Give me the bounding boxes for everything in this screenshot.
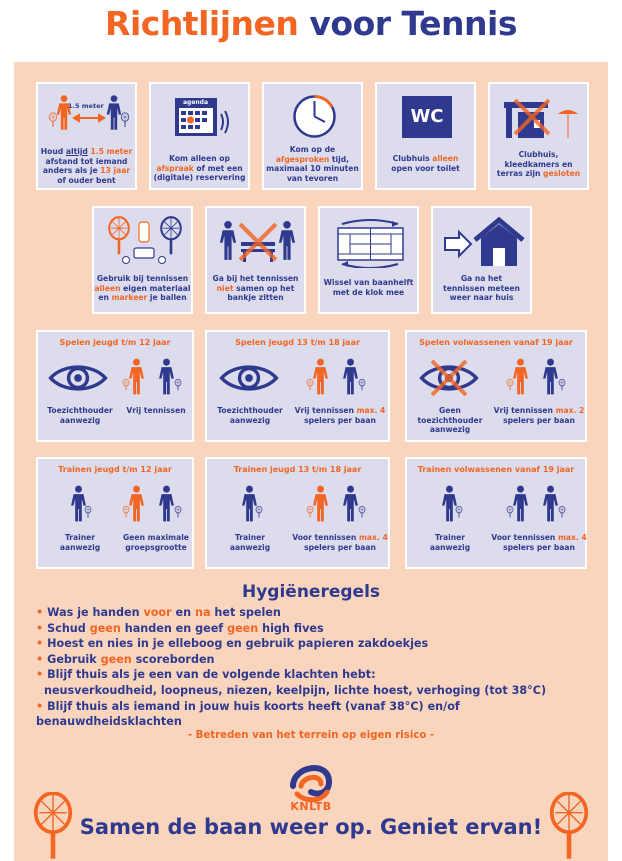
players-icon	[122, 356, 186, 400]
play-left-caption: Geen toezichthouder aanwezig	[417, 406, 483, 434]
clock-icon	[287, 89, 342, 144]
train-section-adults: Trainen volwassenen vanaf 19 jaar Trainer aanwezig Voor tennissen max. 4 spelers per baan	[405, 457, 587, 569]
hygiene-item: • Was je handen voor en na het spelen	[36, 606, 281, 619]
play-section-adults: Spelen volwassenen vanaf 19 jaar Geen toezichthouder aanwezig Vrij tennissen max. 2 spelers per baan	[405, 330, 587, 442]
rule-card-distance	[36, 82, 137, 190]
court-rotation-icon	[328, 218, 413, 268]
train-left-caption: Trainer aanwezig	[59, 533, 101, 552]
trainer-icon	[235, 483, 267, 527]
rule-caption-appointment: Kom alleen op afspraak of met een (digitale) reservering	[153, 154, 246, 182]
distance-label: 1.5 meter	[68, 102, 104, 110]
players-icon	[503, 356, 573, 400]
play-left-caption: Toezichthouder aanwezig	[217, 406, 283, 425]
play-section-youth-13-18: Spelen jeugd 13 t/m 18 jaar Toezichthouder aanwezig Vrij tennissen max. 4 spelers per baan	[205, 330, 390, 442]
play-section-youth-12: Spelen jeugd t/m 12 jaar Toezichthouder aanwezig Vrij tennissen	[36, 330, 194, 442]
hygiene-item: • Schud geen handen en geef geen high fives	[36, 621, 324, 635]
rule-card-toilet	[375, 82, 476, 190]
page-title: Richtlijnen voor Tennis	[105, 4, 517, 43]
rule-caption-distance: Houd altijd 1.5 meter afstand tot iemand anders als je 13 jaar of ouder bent	[40, 147, 133, 185]
train-right-caption: Geen maximale groepsgrootte	[123, 533, 189, 552]
calendar-label: agenda	[183, 99, 209, 106]
hygiene-item: • Blijf thuis als iemand in jouw huis koorts heeft (vanaf 38°C) en/of benauwdheidsklachten	[36, 699, 460, 729]
train-section-youth-13-18: Trainen jeugd 13 t/m 18 jaar Trainer aanwezig Voor tennissen max. 4 spelers per baan	[205, 457, 390, 569]
trainer-icon	[64, 483, 96, 527]
play-right-caption: Vrij tennissen	[126, 406, 186, 415]
equipment-icon	[104, 214, 186, 266]
rule-caption-toilet: Clubhuis alleen open voor toilet	[391, 154, 460, 173]
rule-card-bench	[205, 206, 306, 314]
rule-caption-equipment: Gebruik bij tennissen alleen eigen materiaal en markeer je ballen	[94, 274, 191, 302]
play-left-caption: Toezichthouder aanwezig	[47, 406, 113, 425]
rule-caption-on-time: Kom op de afgesproken tijd, maximaal 10 minuten van tevoren	[266, 145, 359, 183]
eye-icon	[48, 360, 108, 396]
play-right-caption: Vrij tennissen max. 2 spelers per baan	[493, 406, 585, 425]
hygiene-item-continued: neusverkoudheid, loopneus, niezen, keelpijn, lichte hoest, verhoging (tot 38°C)	[44, 683, 547, 697]
rule-card-appointment	[149, 82, 250, 190]
rule-caption-bench: Ga bij het tennissen niet samen op het bankje zitten	[212, 274, 299, 302]
train-left-caption: Trainer aanwezig	[229, 533, 271, 552]
hygiene-list	[36, 605, 606, 730]
hygiene-item: • Hoest en nies in je elleboog en gebruik papieren zakdoekjes	[36, 637, 429, 651]
rule-caption-home: Ga na het tennissen meteen weer naar huis	[443, 274, 520, 302]
players-icon	[503, 483, 573, 527]
hygiene-item: • Gebruik geen scoreborden	[36, 652, 215, 666]
play-right-caption: Vrij tennissen max. 4 spelers per baan	[294, 406, 386, 425]
train-right-caption: Voor tennissen max. 4 spelers per baan	[491, 533, 587, 552]
rule-caption-clubhouse: Clubhuis, kleedkamers en terras zijn gesloten	[496, 150, 581, 178]
players-icon	[122, 483, 186, 527]
train-right-caption: Voor tennissen max. 4 spelers per baan	[292, 533, 388, 552]
players-icon	[303, 356, 373, 400]
rule-card-own-equipment	[92, 206, 193, 314]
eye-crossed-icon	[419, 356, 479, 400]
knltb-logo-text: KNLTB	[290, 800, 332, 813]
train-section-youth-12: Trainen jeugd t/m 12 jaar Trainer aanwezig Geen maximale groepsgrootte	[36, 457, 194, 569]
wc-icon: WC	[402, 96, 452, 138]
eye-icon	[219, 360, 279, 396]
rule-card-go-home	[431, 206, 532, 314]
bench-icon	[215, 216, 300, 268]
slogan: Samen de baan weer op. Geniet ervan!	[79, 815, 543, 839]
rule-card-on-time	[262, 82, 363, 190]
clubhouse-closed-icon	[498, 92, 583, 142]
home-icon	[441, 214, 526, 268]
hygiene-title: Hygiëneregels	[241, 582, 381, 602]
players-icon	[303, 483, 373, 527]
risk-notice: - Betreden van het terrein op eigen risico -	[187, 730, 435, 741]
rule-card-clubhouse-closed	[488, 82, 589, 190]
distance-icon	[46, 92, 131, 137]
rule-card-switch-sides	[318, 206, 419, 314]
trainer-icon	[435, 483, 467, 527]
train-left-caption: Trainer aanwezig	[429, 533, 471, 552]
hygiene-item: • Blijf thuis als je een van de volgende klachten hebt:	[36, 668, 376, 682]
rule-caption-switch: Wissel van baanhelft met de klok mee	[323, 278, 414, 297]
